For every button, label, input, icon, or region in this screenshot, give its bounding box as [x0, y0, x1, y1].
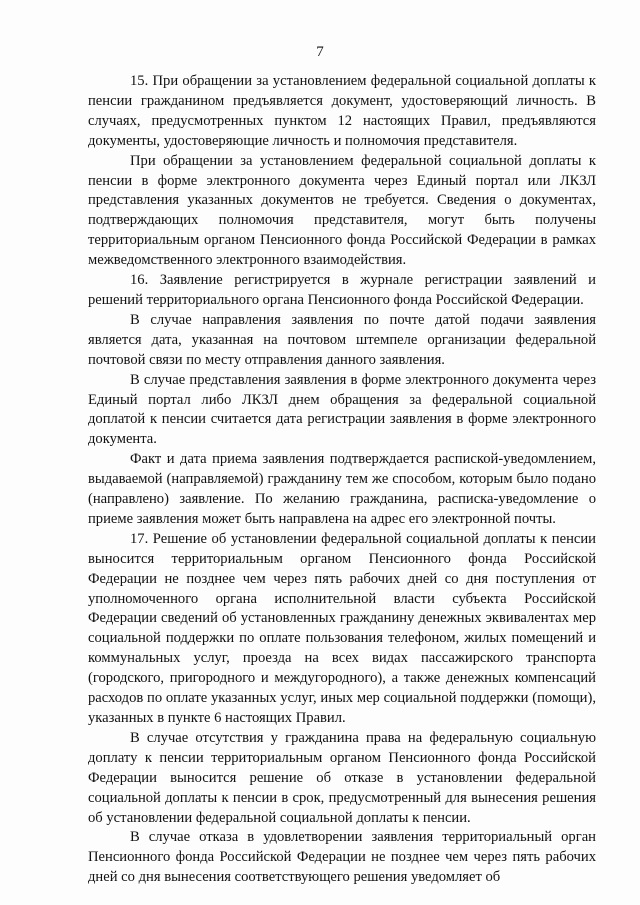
page-number: 7 [316, 44, 324, 60]
paragraph-16-registration: 16. Заявление регистрируется в журнале регистрации заявлений и решений территориального органа Пенсионного фонда Российской Федерации. [88, 272, 596, 308]
paragraph-17-decision: 17. Решение об установлении федеральной социальной доплаты к пенсии выносится территориальным органом Пенсионного фонда Российской Федерации не позднее чем через пять рабочих дней со дня поступления от уполномоченного органа исполнительной власти субъекта Российской Федерации сведений об установленных гражданину денежных эквивалентах мер социальной поддержки по оплате пользования телефоном, жилых помещений и коммунальных услуг, проезда на всех видах пассажирского транспорта (городского, пригородного и междугородного), а также денежных компенсаций расходов по оплате указанных услуг, иных мер социальной поддержки (помощи), указанных в пункте 6 настоящих Правил. [88, 530, 596, 726]
paragraph-receipt-notification: Факт и дата приема заявления подтверждается распиской-уведомлением, выдаваемой (направляемой) гражданину тем же способом, которым было подано (направлено) заявление. По желанию гражданина, расписка-уведомление о приеме заявления может быть направлена на адрес его электронной почты. [88, 451, 596, 527]
paragraph-15-documents: 15. При обращении за установлением федеральной социальной доплаты к пенсии гражданином предъявляется документ, удостоверяющий личность. В случаях, предусмотренных пунктом 12 настоящих Правил, предъявляются документы, удостоверяющие личность и полномочия представителя. [88, 73, 596, 149]
document-body [88, 72, 596, 888]
paragraph-electronic-date: В случае представления заявления в форме электронного документа через Единый портал либо ЛКЗЛ днем обращения за федеральной социальной доплатой к пенсии считается дата регистрации заявления в форме электронного документа. [88, 371, 596, 448]
paragraph-postal-submission: В случае направления заявления по почте датой подачи заявления является дата, указанная на почтовом штемпеле организации федеральной почтовой связи по месту отправления данного заявления. [88, 311, 596, 368]
paragraph-refusal-decision: В случае отсутствия у гражданина права на федеральную социальную доплату к пенсии территориальным органом Пенсионного фонда Российской Федерации выносится решение об отказе в установлении федеральной социальной доплаты к пенсии в срок, предусмотренный для вынесения решения об установлении федеральной социальной доплаты к пенсии. [88, 729, 596, 826]
paragraph-refusal-notification: В случае отказа в удовлетворении заявления территориальный орган Пенсионного фонда Российской Федерации не позднее чем через пять рабочих дней со дня вынесения соответствующего решения уведомляет об [88, 829, 596, 886]
paragraph-electronic-submission: При обращении за установлением федеральной социальной доплаты к пенсии в форме электронного документа через Единый портал или ЛКЗЛ представления указанных документов не требуется. Сведения о документах, подтверждающих полномочия представителя, могут быть получены территориальным органом Пенсионного фонда Российской Федерации в рамках межведомственного электронного взаимодействия. [88, 152, 596, 269]
